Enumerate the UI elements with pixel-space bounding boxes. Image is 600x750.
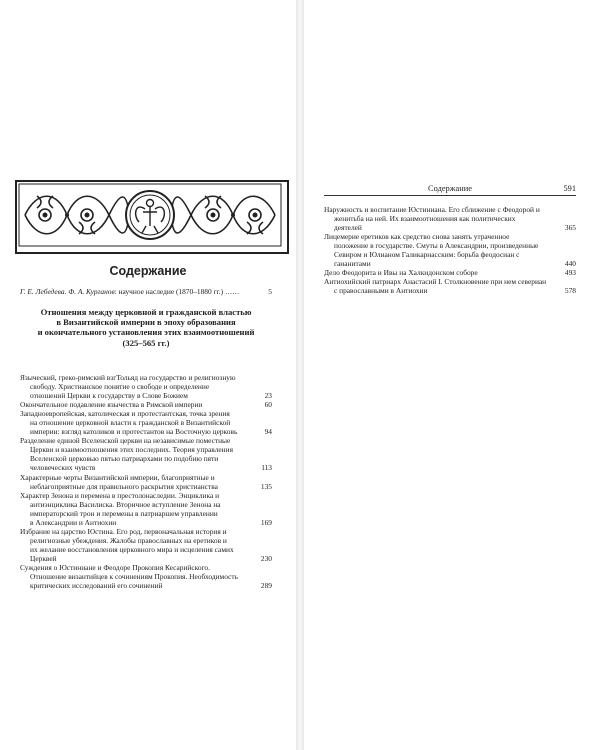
toc-entry[interactable]	[324, 277, 576, 295]
toc-entry-line: империи: взгляд католиков и протестантов на Восточную церковь	[30, 427, 238, 437]
toc-entry-line: их желание восстановления церковного мира и исцеления самих	[30, 544, 234, 554]
toc-entry-line: Характер Зенона и перемена в престолонаследии. Энциклика и	[20, 490, 220, 500]
intro-entry	[20, 287, 272, 296]
toc-entry[interactable]	[324, 232, 576, 268]
toc-entry-line: женитьба на ней. Их взаимоотношения как политических	[334, 214, 516, 224]
toc-entry-line: свободу. Христианское понятие о свободе и определение	[30, 382, 210, 392]
running-header-title: Содержание	[428, 184, 472, 193]
toc-entry-line: неблагоприятные для правильного раскрытия христианства	[30, 481, 218, 491]
toc-entry[interactable]	[324, 205, 576, 232]
toc-entry-line: критических исследований его сочинений	[30, 581, 163, 591]
toc-page-number: 169	[260, 517, 272, 527]
toc-entry-line: положение в государстве. Смуты в Александрии, произведенные	[334, 241, 539, 251]
toc-entry-line: Лицемерие еретиков как средство снова занять утраченное	[324, 232, 510, 242]
toc-entry[interactable]	[20, 436, 272, 472]
toc-entry-line: Севиром и Юлианом Галикарнасским: борьба феодосиан с	[334, 250, 520, 260]
running-header-page-number: 591	[563, 184, 576, 193]
decorative-headpiece	[15, 180, 289, 254]
toc-entry[interactable]	[20, 400, 272, 409]
intro-page-number: 5	[268, 287, 272, 296]
toc-entry[interactable]	[20, 491, 272, 527]
right-page	[304, 0, 600, 750]
toc-entry-line: Антиохийский патриарх Анастасий I. Столкновение при нем севериан	[324, 277, 547, 287]
section-title-line: Отношения между церковной и гражданской властью	[40, 307, 252, 317]
toc-page-number: 493	[564, 268, 576, 278]
toc-entry-line: Суждения о Юстиниане и Феодоре Прокопия Кесарийского.	[20, 562, 210, 572]
toc-entry-line: Вселенской церковью пятью патриархами по подобию пяти	[30, 454, 219, 464]
intro-dots: ......	[223, 287, 240, 296]
toc-entry-line: Церкви и взаимоотношения этих последних. Теория управления	[30, 445, 233, 455]
toc-entry-line: с православными в Антиохии	[334, 286, 428, 296]
page-title: Содержание	[109, 264, 187, 278]
toc-entry-line: Дело Феодорита и Ивы на Халкидонском соборе	[324, 268, 478, 278]
toc-entry[interactable]	[20, 409, 272, 436]
book-gutter	[296, 0, 304, 750]
toc-entry-line: Отношение византийцев к сочинениям Прокопия. Необходимость	[30, 572, 238, 582]
toc-entry-line: Наружность и воспитание Юстиниана. Его сближение с Феодорой и	[324, 205, 540, 214]
toc-page-number: 440	[564, 259, 576, 269]
toc-page-number: 113	[261, 463, 272, 473]
toc-page-number: 60	[264, 400, 272, 410]
toc-entry[interactable]	[324, 268, 576, 277]
toc-entry-line: антиэнциклика Василиска. Вторичное вступление Зенона на	[30, 499, 221, 509]
intro-author: Г. Е. Лебедева. Ф. А. Курганов	[20, 287, 115, 296]
section-title-line: (325–565 гг.)	[122, 337, 170, 348]
section-title	[20, 307, 272, 348]
toc-entry-line: на отношение церковной власти к гражданской в Византийской	[30, 418, 231, 428]
section-title-line: и окончательного установления этих взаимоотношений	[37, 327, 255, 338]
toc-page-number: 230	[260, 553, 272, 563]
toc-entry-line: Характерные черты Византийской империи, благоприятные и	[20, 472, 215, 482]
toc-page-number: 289	[260, 581, 272, 591]
table-of-contents-left	[20, 373, 272, 590]
section-title-line: в Византийской империи в эпоху образования	[56, 317, 236, 328]
toc-entry[interactable]	[20, 373, 272, 400]
toc-entry[interactable]	[20, 527, 272, 563]
toc-entry-line: религиозные убеждения. Жалобы православных на еретиков и	[30, 535, 227, 545]
toc-entry-line: Церквей	[30, 553, 57, 563]
toc-page-number: 23	[264, 391, 272, 401]
toc-entry-line: Западноевропейская, католическая и протестантская, точка зрения	[20, 409, 230, 419]
toc-entry-line: Разделение единой Вселенской церкви на независимые поместные	[20, 436, 231, 446]
running-header	[324, 184, 576, 196]
toc-entry-line: Избрание на царство Юстина. Его род, первоначальная история и	[20, 526, 227, 536]
toc-page-number: 94	[264, 427, 272, 437]
left-page	[0, 0, 296, 750]
intro-text: : научное наследие (1870–1880 гг.)	[114, 287, 224, 296]
ornament-vine-icon	[17, 182, 283, 248]
toc-entry-line: деятелей	[334, 223, 362, 233]
toc-entry[interactable]	[20, 563, 272, 590]
toc-entry-line: Окончательное подавление язычества в Римской империи	[20, 400, 203, 410]
table-of-contents-right	[324, 205, 576, 295]
toc-entry-line: императорский трон и перемены в патриаршем управлении	[30, 508, 218, 518]
toc-page-number: 365	[564, 223, 576, 233]
toc-entry-line: отношений Церкви к государству в Слове Божием	[30, 391, 188, 401]
toc-entry-line: в Александрии и Антиохии	[30, 517, 117, 527]
toc-entry[interactable]	[20, 473, 272, 491]
toc-page-number: 578	[564, 286, 576, 296]
toc-entry-line: Языческий, греко-римский взгТольяд на государство и религиозную	[20, 373, 236, 382]
toc-page-number: 135	[260, 481, 272, 491]
toc-entry-line: человеческих чувств	[30, 463, 96, 473]
toc-entry-line: гаианитами	[334, 259, 371, 269]
